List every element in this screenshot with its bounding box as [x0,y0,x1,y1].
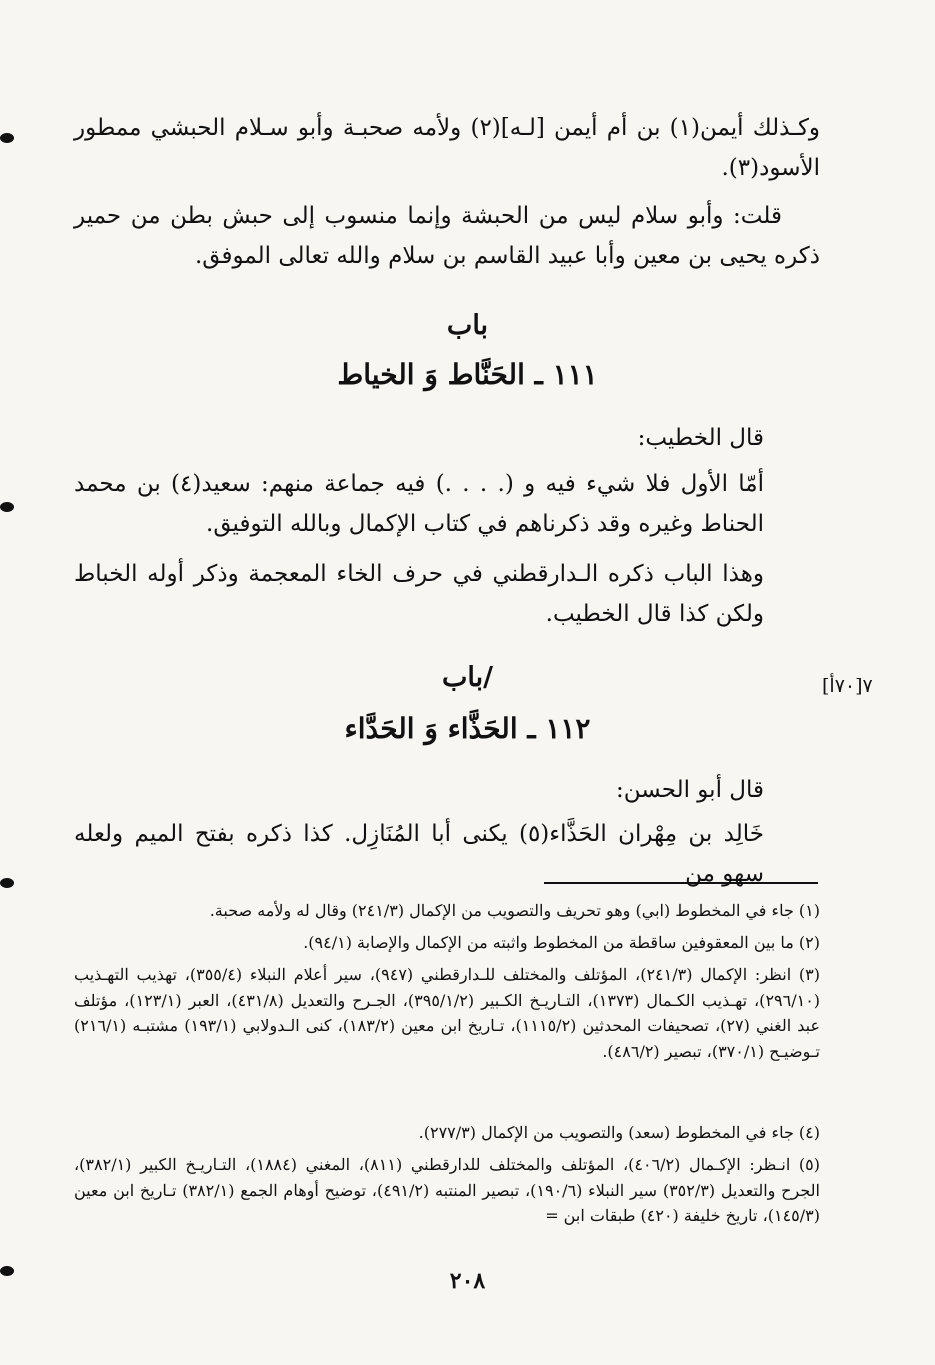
scan-mark-3 [0,878,14,888]
scan-mark-2 [0,502,14,512]
footnote-1: (١) جاء في المخطوط (ابي) وهو تحريف والتصويب من الإكمال (٢٤١/٣) وقال له ولأمه صحبة. [209,901,820,920]
margin-folio-note: ٧[٧٠أ] [822,675,873,697]
bab-112-label: /باب [441,662,494,693]
paragraph-5: وهذا الباب ذكره الـدارقطني في حرف الخاء المعجمة وذكر أوله الخباط ولكن كذا قال الخطيب. [74,561,764,627]
footnote-separator [544,882,818,884]
paragraph-1: وكـذلك أيمن(١) بن أم أيمن [لـه](٢) ولأمه صحبـة وأبو سـلام الحبشي ممطور الأسود(٣). [74,115,821,181]
footnote-5: (٥) انـظر: الإكـمال (٤٠٦/٢)، المؤتلف والمختلف للدارقطني (٨١١)، المغني (١٨٨٤)، التـاريـخ الكبير (٣٨٢/١)، الجرح والتعديل (٣٥٢/٣) سير النبلاء (١٩٠/٦)، تبصير المنتبه (٤٩١/٢)، توضيح أوهام الجمع (٣٨٢/١) تـاريخ ابن معين (١٤٥/٣)، تاريخ خليفة (٤٢٠) طبقات ابن = [74,1155,821,1225]
paragraph-6: قال أبو الحسن: [615,777,764,803]
paragraph-2: قلت: وأبو سلام ليس من الحبشة وإنما منسوب إلى حبش بطن من حمير ذكره يحيى بن معين وأبا عبيد القاسم بن سلام والله تعالى الموفق. [74,203,820,269]
paragraph-3: قال الخطيب: [637,425,764,451]
bab-112-title: ١١٢ ـ الحَذَّاء وَ الحَدَّاء [344,712,591,745]
bab-111-title: ١١١ ـ الحَنَّاط وَ الخياط [337,358,598,391]
bab-111-label: باب [446,310,489,341]
paragraph-7: خَالِد بن مِهْران الحَذَّاء(٥) يكنى أبا المُنَازِل. كذا ذكره بفتح الميم ولعله سهو من [74,821,764,887]
scan-mark-1 [0,133,14,143]
paragraph-4: أمّا الأول فلا شيء فيه و (. . . .) فيه جماعة منهم: سعيد(٤) بن محمد الحناط وغيره وقد ذكرناهم في كتاب الإكمال وبالله التوفيق. [74,471,764,537]
footnote-4: (٤) جاء في المخطوط (سعد) والتصويب من الإكمال (٢٧٧/٣). [418,1123,820,1142]
footnote-3: (٣) انظر: الإكمال (٢٤١/٣)، المؤتلف والمختلف للـدارقطني (٩٤٧)، سير أعلام النبلاء (٣٥٥/٤)، تهذيب التهـذيب (٢٩٦/١٠)، تهـذيب الكـمال (١٣٧٣)، التـاريـخ الكـبير (٣٩٥/١/٢)، الجـرح والتعديل (٤٣١/٨)، العبر (١٢٣/١)، مؤتلف عبد الغني (٢٧)، تصحيفات المحدثين (١١١٥/٢)، تـاريخ ابن معين (١٨٣/٢)، كنى الـدولابي (١٩٣/١) مشتبـه (٢١٦/١) تـوضيـح (٣٧٠/١)، تبصير (٤٨٦/٢). [74,965,821,1061]
page-number: ٢٠٨ [449,1268,486,1294]
footnote-2: (٢) ما بين المعقوفين ساقطة من المخطوط واثبته من الإكمال والإصابة (٩٤/١). [303,933,820,952]
